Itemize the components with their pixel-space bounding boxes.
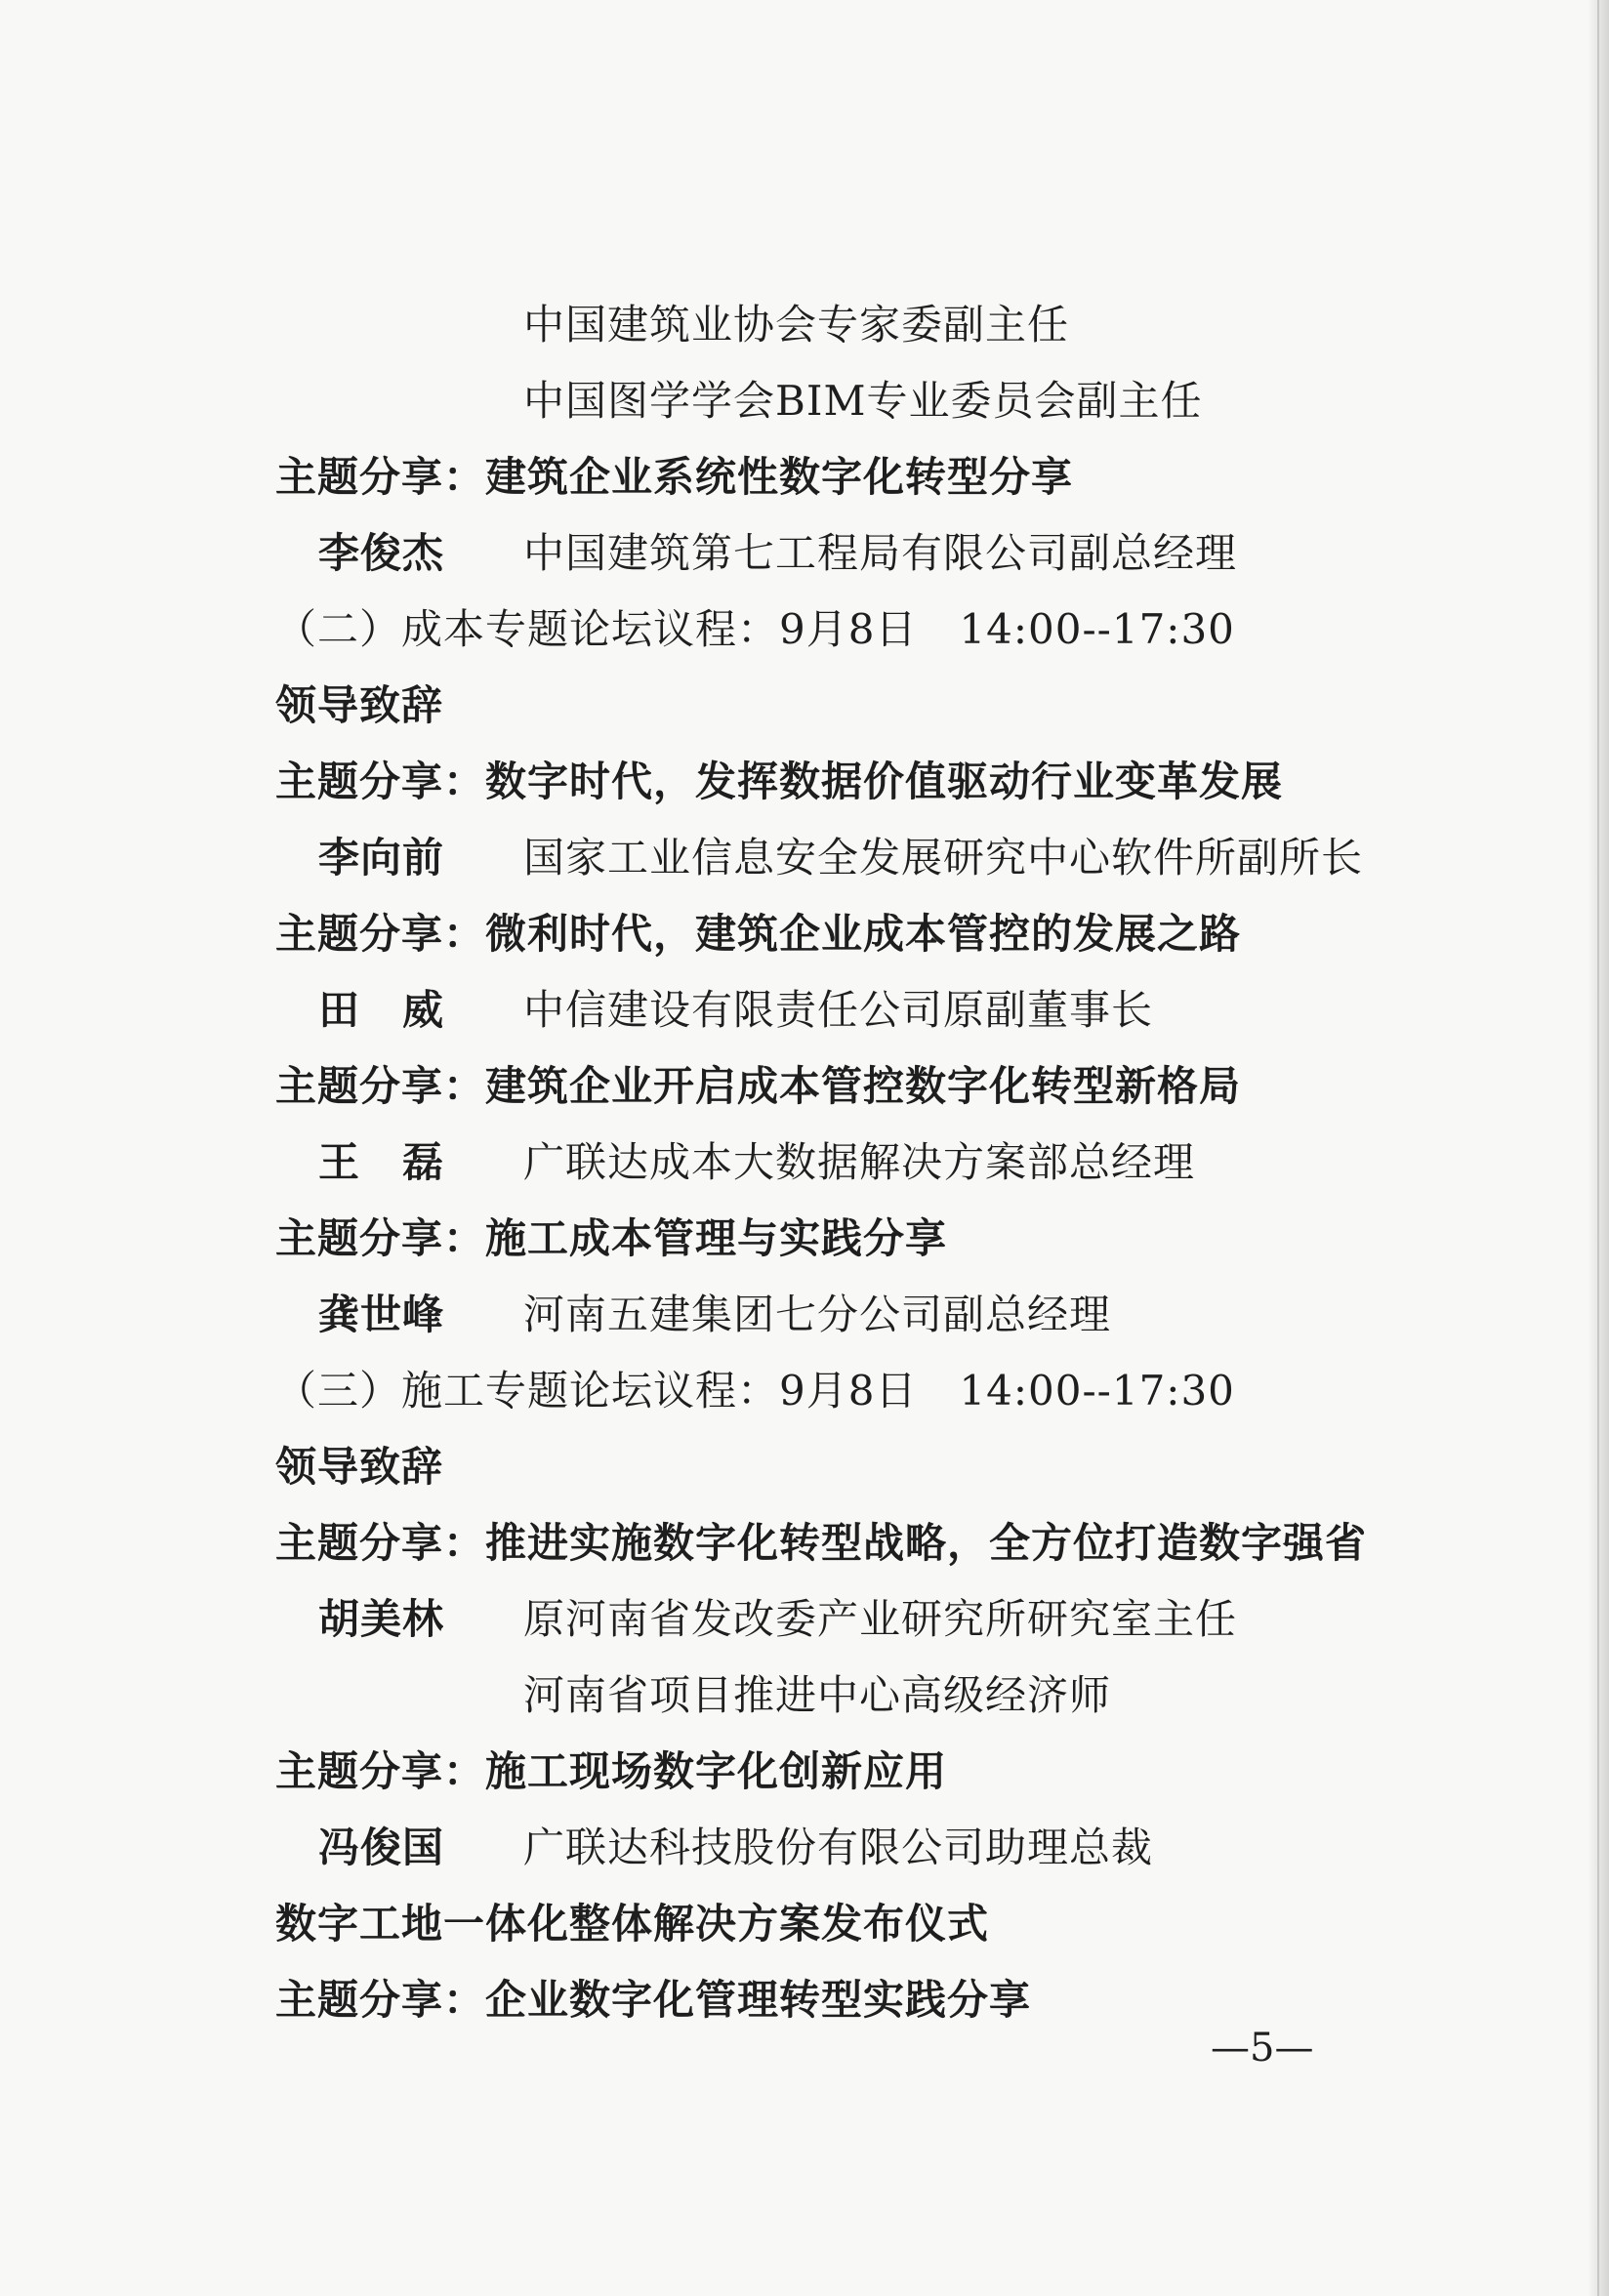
topic-heading: 主题分享：推进实施数字化转型战略，全方位打造数字强省: [275, 1519, 1368, 1567]
speaker-title-line: 广联达成本大数据解决方案部总经理: [523, 1138, 1196, 1186]
speaker-name: 王 磊: [318, 1138, 445, 1186]
speaker-name: 胡美林: [318, 1595, 445, 1643]
page-number: —5—: [1211, 2026, 1314, 2070]
speaker-name: 李向前: [318, 834, 445, 882]
page-edge-line: [1597, 0, 1599, 2296]
speaker-title-line: 河南省项目推进中心高级经济师: [523, 1671, 1112, 1719]
section-label: 领导致辞: [275, 681, 444, 729]
topic-heading: 主题分享：数字时代，发挥数据价值驱动行业变革发展: [275, 758, 1284, 805]
speaker-title-line: 国家工业信息安全发展研究中心软件所副所长: [523, 834, 1364, 882]
section-label: 数字工地一体化整体解决方案发布仪式: [275, 1900, 990, 1948]
speaker-name: 冯俊国: [318, 1824, 445, 1871]
section-label: 领导致辞: [275, 1443, 444, 1491]
session-heading: （三）施工专题论坛议程：9月8日 14:00--17:30: [275, 1367, 1235, 1414]
speaker-title-line: 中信建设有限责任公司原副董事长: [523, 986, 1154, 1034]
session-heading: （二）成本专题论坛议程：9月8日 14:00--17:30: [275, 605, 1235, 653]
topic-heading: 主题分享：施工成本管理与实践分享: [275, 1214, 948, 1262]
speaker-title-line: 河南五建集团七分公司副总经理: [523, 1291, 1112, 1338]
speaker-title-line: 原河南省发改委产业研究所研究室主任: [523, 1595, 1238, 1643]
speaker-name: 龚世峰: [318, 1291, 445, 1338]
speaker-title-line: 中国建筑业协会专家委副主任: [523, 301, 1070, 348]
topic-heading: 主题分享：建筑企业开启成本管控数字化转型新格局: [275, 1062, 1242, 1110]
topic-heading: 主题分享：微利时代，建筑企业成本管控的发展之路: [275, 910, 1242, 958]
speaker-title-line: 广联达科技股份有限公司助理总裁: [523, 1824, 1154, 1871]
topic-heading: 主题分享：建筑企业系统性数字化转型分享: [275, 453, 1074, 501]
topic-heading: 主题分享：施工现场数字化创新应用: [275, 1747, 948, 1795]
speaker-title-line: 中国建筑第七工程局有限公司副总经理: [523, 529, 1238, 577]
speaker-name: 田 威: [318, 986, 445, 1034]
speaker-title-line: 中国图学学会BIM专业委员会副主任: [523, 377, 1203, 425]
topic-heading: 主题分享：企业数字化管理转型实践分享: [275, 1976, 1032, 2024]
speaker-name: 李俊杰: [318, 529, 445, 577]
